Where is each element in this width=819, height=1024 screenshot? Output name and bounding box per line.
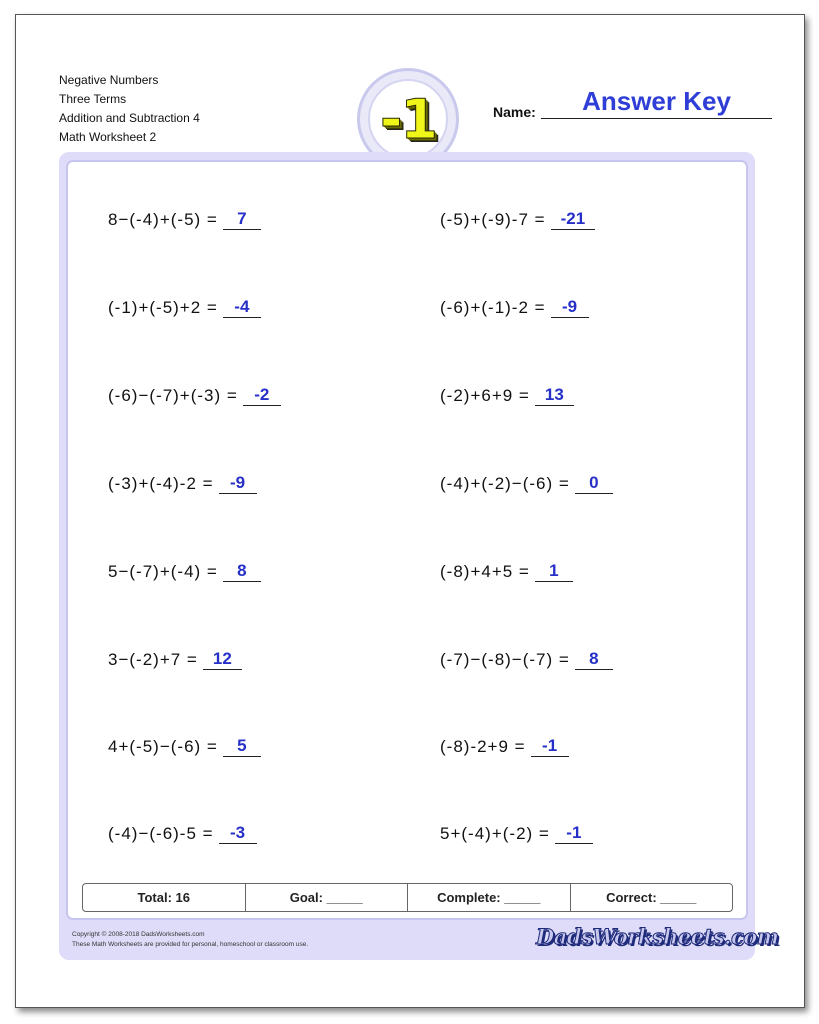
problem-answer: 12 bbox=[203, 649, 242, 670]
problem-answer: -3 bbox=[219, 823, 257, 844]
problems-panel bbox=[66, 160, 748, 920]
problem-10 bbox=[440, 552, 573, 582]
problem-answer: -2 bbox=[243, 385, 281, 406]
correct-cell: Correct: _____ bbox=[606, 890, 697, 905]
answer-key-title: Answer Key bbox=[582, 86, 731, 116]
problem-6 bbox=[440, 376, 574, 406]
dadsworksheets-logo: DadsWorksheets.com bbox=[536, 924, 779, 949]
problem-expression: (-4)+(-2)−(-6) = bbox=[440, 474, 570, 493]
problem-answer: -1 bbox=[555, 823, 593, 844]
usage-line: These Math Worksheets are provided for personal, homeschool or classroom use. bbox=[72, 941, 309, 948]
problem-expression: (-1)+(-5)+2 = bbox=[108, 298, 218, 317]
problem-12 bbox=[440, 640, 613, 670]
complete-cell: Complete: _____ bbox=[408, 884, 571, 911]
problem-expression: (-2)+6+9 = bbox=[440, 386, 530, 405]
problem-answer: 13 bbox=[535, 385, 574, 406]
problem-3 bbox=[108, 288, 261, 318]
problem-14 bbox=[440, 727, 569, 757]
problem-answer: 8 bbox=[223, 561, 261, 582]
problem-16 bbox=[440, 814, 593, 844]
problem-answer: 8 bbox=[575, 649, 613, 670]
description-line-operation: Addition and Subtraction 4 bbox=[59, 111, 200, 125]
name-label: Name: bbox=[493, 104, 536, 120]
problem-expression: 4+(-5)−(-6) = bbox=[108, 737, 218, 756]
problem-4 bbox=[440, 288, 589, 318]
problem-2 bbox=[440, 200, 595, 230]
total-cell: Total: 16 bbox=[83, 884, 246, 911]
goal-cell: Goal: _____ bbox=[246, 884, 409, 911]
copyright-notice bbox=[72, 930, 308, 950]
problem-expression: (-3)+(-4)-2 = bbox=[108, 474, 214, 493]
copyright-line: Copyright © 2008-2018 DadsWorksheets.com bbox=[72, 931, 205, 938]
description-line-terms: Three Terms bbox=[59, 92, 127, 106]
problem-expression: 5−(-7)+(-4) = bbox=[108, 562, 218, 581]
problem-answer: -9 bbox=[219, 473, 257, 494]
problem-9 bbox=[108, 552, 261, 582]
problem-expression: 8−(-4)+(-5) = bbox=[108, 210, 218, 229]
problem-1 bbox=[108, 200, 261, 230]
problem-7 bbox=[108, 464, 257, 494]
problem-expression: (-6)+(-1)-2 = bbox=[440, 298, 546, 317]
problem-answer: 0 bbox=[575, 473, 613, 494]
problem-expression: (-8)-2+9 = bbox=[440, 737, 526, 756]
name-line bbox=[541, 118, 772, 119]
problem-answer: -1 bbox=[531, 736, 569, 757]
problem-expression: (-6)−(-7)+(-3) = bbox=[108, 386, 238, 405]
problem-15 bbox=[108, 814, 257, 844]
problem-expression: 5+(-4)+(-2) = bbox=[440, 824, 550, 843]
problem-13 bbox=[108, 727, 261, 757]
worksheet-description bbox=[59, 71, 200, 147]
problem-8 bbox=[440, 464, 613, 494]
description-line-topic: Negative Numbers bbox=[59, 73, 159, 87]
badge-text: -1 bbox=[380, 87, 436, 151]
problem-answer: 7 bbox=[223, 209, 261, 230]
problem-5 bbox=[108, 376, 281, 406]
problem-answer: 5 bbox=[223, 736, 261, 757]
description-line-sheet: Math Worksheet 2 bbox=[59, 130, 157, 144]
problem-expression: 3−(-2)+7 = bbox=[108, 650, 198, 669]
problem-11 bbox=[108, 640, 242, 670]
problem-answer: -9 bbox=[551, 297, 589, 318]
problem-expression: (-7)−(-8)−(-7) = bbox=[440, 650, 570, 669]
problem-answer: -21 bbox=[551, 209, 596, 230]
problem-answer: -4 bbox=[223, 297, 261, 318]
score-table bbox=[82, 883, 733, 912]
problem-expression: (-4)−(-6)-5 = bbox=[108, 824, 214, 843]
problem-expression: (-5)+(-9)-7 = bbox=[440, 210, 546, 229]
problem-answer: 1 bbox=[535, 561, 573, 582]
problem-expression: (-8)+4+5 = bbox=[440, 562, 530, 581]
